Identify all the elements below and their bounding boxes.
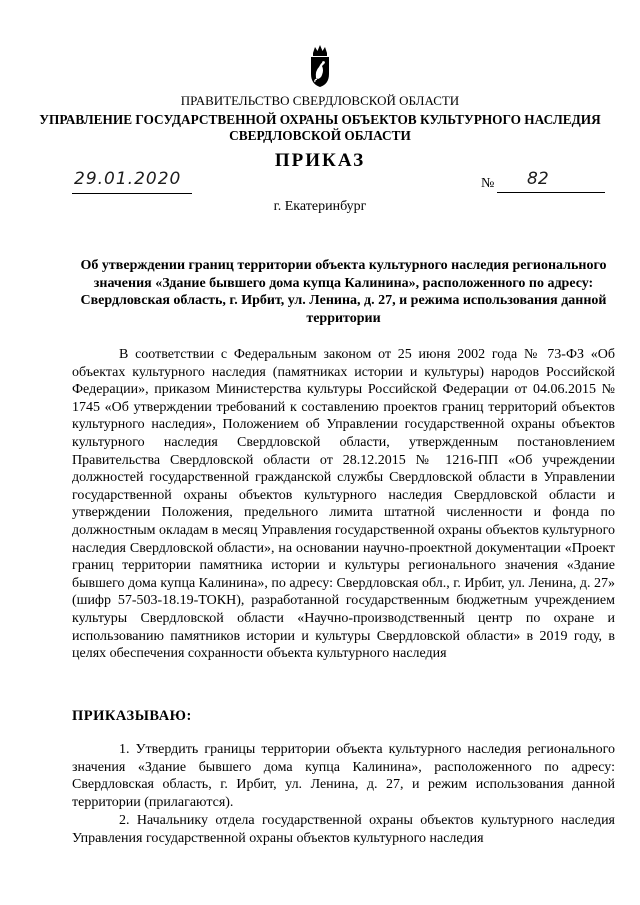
order-date: 29.01.2020 [74, 169, 182, 189]
order-item-2: 2. Начальнику отдела государственной охраны объектов культурного наследия Управления государственной охраны объектов культурного наследия [72, 813, 615, 846]
order-subject: Об утверждении границ территории объекта культурного наследия регионального значения «Здание бывшего дома купца Калинина», расположенного по адресу: Свердловская область, г. Ирбит, ул. Ленина, д. 27, и режима использования данной территории [80, 258, 607, 326]
department-name-line1: УПРАВЛЕНИЕ ГОСУДАРСТВЕННОЙ ОХРАНЫ ОБЪЕКТОВ КУЛЬТУРНОГО НАСЛЕДИЯ [39, 112, 601, 127]
department-name-line2: СВЕРДЛОВСКОЙ ОБЛАСТИ [229, 128, 411, 143]
government-name: ПРАВИТЕЛЬСТВО СВЕРДЛОВСКОЙ ОБЛАСТИ [180, 93, 460, 108]
order-title: ПРИКАЗ [274, 150, 366, 171]
order-number-label: № [481, 176, 495, 191]
order-item-1: 1. Утвердить границы территории объекта культурного наследия регионального значения «Здание бывшего дома купца Калинина», расположенного по адресу: Свердловская область, г. Ирбит, ул. Ленина, д. 27, и режим использования данной территории (прилагаются). [72, 742, 615, 810]
order-word: ПРИКАЗЫВАЮ: [72, 708, 192, 724]
order-number: 82 [527, 169, 549, 189]
preamble-paragraph: В соответствии с Федеральным законом от 25 июня 2002 года № 73-ФЗ «Об объектах культурного наследия (памятниках истории и культуры) народов Российской Федерации», приказом Министерства культуры Российской Федерации от 04.06.2015 № 1745 «Об утверждении требований к составлению проектов границ территорий объектов культурного наследия», Положением об Управлении государственной охраны объектов культурного наследия Свердловской области, утвержденным постановлением Правительства Свердловской области от 28.12.2015 № 1216-ПП «Об учреждении должностей государственной гражданской службы Свердловской области в Управлении государственной охраны объектов культурного наследия Свердловской области и утверждении Положения, предельного лимита штатной численности и фонда по должностным окладам в месяц Управления государственной охраны объектов культурного наследия Свердловской области», на основании научно-проектной документации «Проект границ территории памятника истории и культуры регионального значения «Здание бывшего дома купца Калинина», по адресу: Свердловская обл., г. Ирбит, ул. Ленина, д. 27» (шифр 57-503-18.19-ТОКН), разработанной государственным бюджетным учреждением культуры Свердловской области «Научно-производственный центр по охране и использованию памятников истории и культуры Свердловской области» в 2019 году, в целях обеспечения сохранности объекта культурного наследия [72, 347, 615, 662]
order-number-field [497, 171, 605, 193]
city: г. Екатеринбург [273, 199, 367, 214]
coat-of-arms-icon [308, 44, 332, 88]
order-date-field [72, 171, 192, 194]
